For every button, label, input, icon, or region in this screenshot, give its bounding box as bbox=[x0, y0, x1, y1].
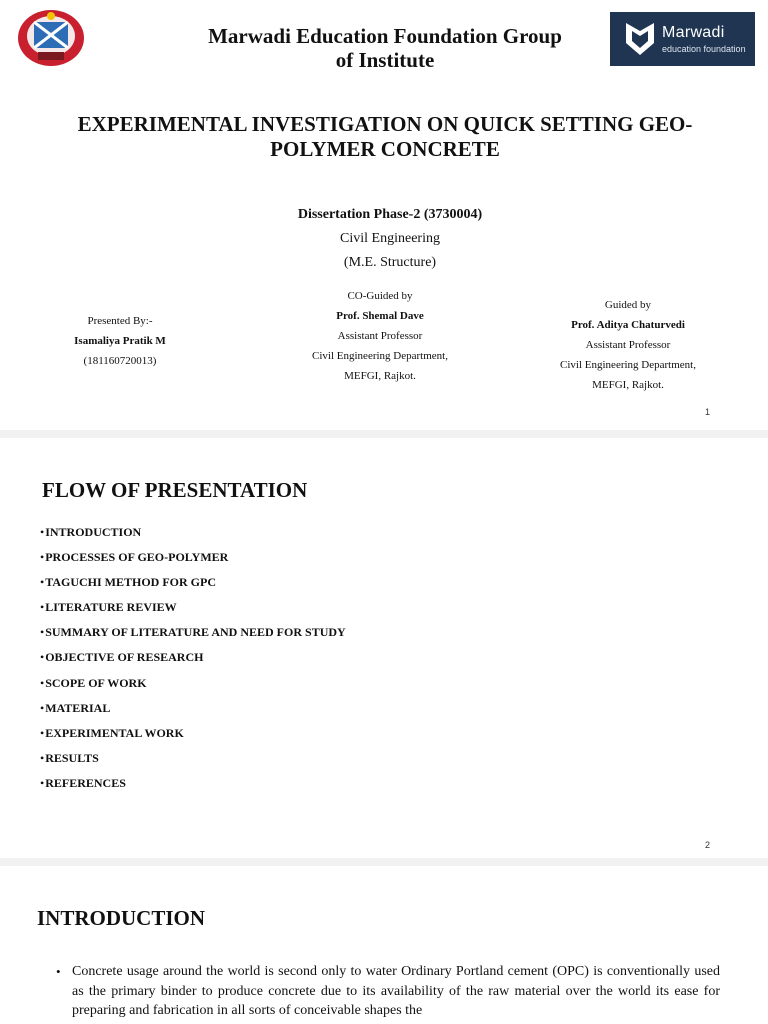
presenter-block bbox=[40, 311, 200, 371]
slide-heading: FLOW OF PRESENTATION bbox=[42, 478, 308, 502]
co-guide-block bbox=[290, 286, 470, 386]
university-emblem-logo bbox=[16, 8, 86, 68]
list-item: • TAGUCHI METHOD FOR GPC bbox=[40, 570, 346, 595]
presenter-id: (181160720013) bbox=[83, 355, 157, 367]
list-item: • INTRODUCTION bbox=[40, 520, 346, 545]
guide-institute: MEFGI, Rajkot. bbox=[592, 379, 664, 391]
list-item: • LITERATURE REVIEW bbox=[40, 595, 346, 620]
organization-name bbox=[180, 24, 590, 72]
list-item: • REFERENCES bbox=[40, 771, 346, 796]
co-guide-designation: Assistant Professor bbox=[337, 330, 423, 342]
slide-divider bbox=[0, 858, 768, 866]
co-guide-name: Prof. Shemal Dave bbox=[336, 310, 424, 322]
co-guide-department: Civil Engineering Department, bbox=[312, 350, 448, 362]
page-number: 1 bbox=[704, 407, 710, 417]
list-item: • PROCESSES OF GEO-POLYMER bbox=[40, 545, 346, 570]
guide-designation: Assistant Professor bbox=[585, 339, 671, 351]
guide-department: Civil Engineering Department, bbox=[560, 359, 696, 371]
title-slide bbox=[0, 0, 768, 430]
presentation-title bbox=[40, 112, 730, 162]
flow-slide bbox=[0, 438, 768, 858]
co-guide-label: CO-Guided by bbox=[347, 290, 413, 302]
contents-list bbox=[40, 520, 346, 796]
slide-divider bbox=[0, 430, 768, 438]
guide-name: Prof. Aditya Chaturvedi bbox=[571, 319, 685, 331]
page-number: 2 bbox=[704, 840, 710, 850]
emblem-icon bbox=[16, 8, 86, 68]
co-guide-institute: MEFGI, Rajkot. bbox=[344, 370, 416, 382]
presenter-name: Isamaliya Pratik M bbox=[74, 335, 166, 347]
org-line-2: of Institute bbox=[335, 48, 435, 72]
logo-subtitle: education foundation bbox=[662, 44, 746, 54]
dissertation-label: Dissertation Phase-2 (3730004) bbox=[297, 207, 483, 222]
bullet-marker: • bbox=[56, 964, 61, 979]
course-info bbox=[190, 203, 590, 275]
title-line-2: POLYMER CONCRETE bbox=[270, 137, 500, 161]
list-item: • OBJECTIVE OF RESEARCH bbox=[40, 645, 346, 670]
list-item: • MATERIAL bbox=[40, 696, 346, 721]
list-item: • SCOPE OF WORK bbox=[40, 671, 346, 696]
department-label: Civil Engineering bbox=[340, 231, 440, 246]
program-label: (M.E. Structure) bbox=[343, 255, 437, 270]
guide-label: Guided by bbox=[604, 299, 652, 311]
title-line-1: EXPERIMENTAL INVESTIGATION ON QUICK SETTING GEO- bbox=[77, 112, 693, 136]
marwadi-foundation-logo bbox=[610, 12, 755, 66]
presenter-label: Presented By:- bbox=[87, 315, 153, 327]
guide-block bbox=[540, 295, 716, 395]
shield-icon bbox=[620, 19, 660, 59]
introduction-slide bbox=[0, 866, 768, 1024]
introduction-paragraph: Concrete usage around the world is second only to water Ordinary Portland cement (OPC) is conventionally used as the primary binder to produce concrete due to its availability of the raw material over the world its ease for preparing and fabrication in all sorts of conceivable shapes the bbox=[72, 964, 720, 1018]
logo-wordmark: Marwadi bbox=[662, 24, 725, 41]
org-line-1: Marwadi Education Foundation Group bbox=[208, 24, 562, 48]
list-item: • SUMMARY OF LITERATURE AND NEED FOR STUDY bbox=[40, 620, 346, 645]
slide-heading: INTRODUCTION bbox=[37, 906, 206, 930]
list-item: • EXPERIMENTAL WORK bbox=[40, 721, 346, 746]
list-item: • RESULTS bbox=[40, 746, 346, 771]
